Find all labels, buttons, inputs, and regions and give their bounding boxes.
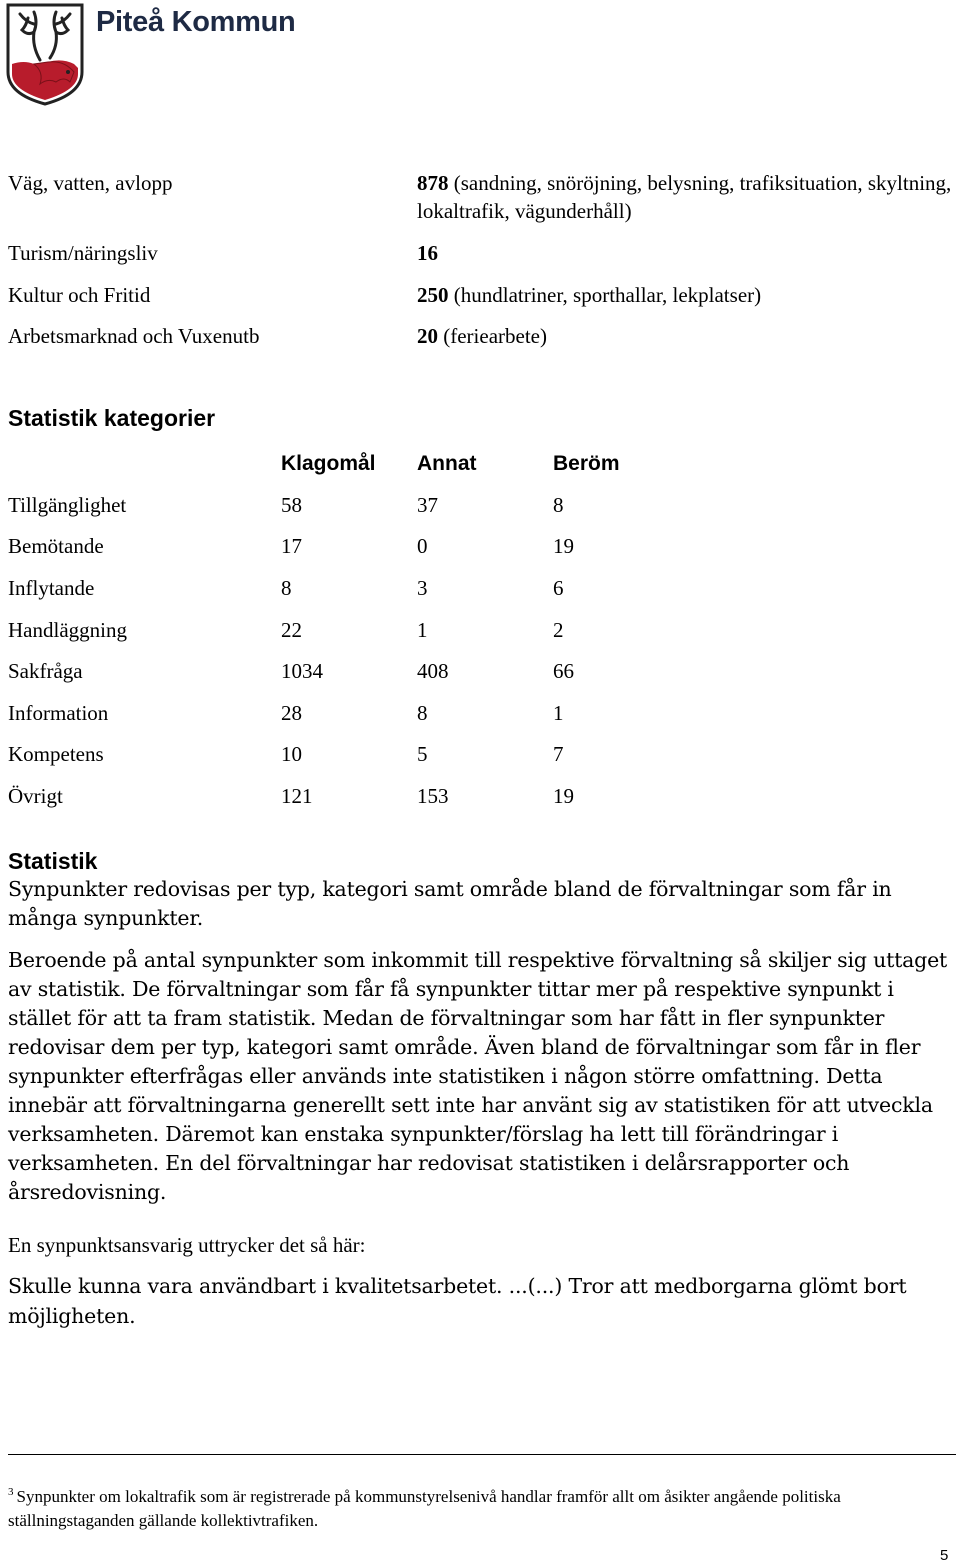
table-row <box>8 651 653 693</box>
reindeer-coat-of-arms-icon <box>4 2 86 106</box>
quote-intro: En synpunktsansvarig uttrycker det så här: <box>8 1233 366 1257</box>
area-row <box>8 281 953 322</box>
berom-value: 66 <box>553 659 574 684</box>
klagomal-value: 8 <box>281 576 292 601</box>
klagomal-value: 17 <box>281 534 302 559</box>
statistik-paragraph-2: Beroende på antal synpunkter som inkommit till respektive förvaltning så skiljer sig uttaget av statistik. De förvaltningar som får få synpunkter tittar mer på respektive synpunkt i stället för att ta fram statistik. Medan de förvaltningar som har fått in fler synpunkter redovisar dem per typ, kategori samt område. Även bland de förvaltningar som får in fler synpunkter efterfrågas eller används inte statistiken i någon större omfattning. Detta innebär att förvaltningarna generellt sett inte har använt sig av statistiken för att utveckla verksamheten. Däremot kan enstaka synpunkter/förslag ha lett till förändringar i verksamheten. En del förvaltningar har redovisat statistiken i delårsrapporter och årsredovisning. <box>8 948 948 1204</box>
quote-text: Skulle kunna vara användbart i kvalitetsarbetet. ...(...) Tror att medborgarna glömt bort möjligheten. <box>8 1274 907 1328</box>
area-value: 20 (feriearbete) <box>417 324 547 348</box>
area-row <box>8 322 953 363</box>
table-row <box>8 776 653 818</box>
berom-value: 19 <box>553 784 574 809</box>
category-name: Kompetens <box>8 742 104 767</box>
annat-value: 1 <box>417 617 428 642</box>
page-number: 5 <box>940 1547 949 1564</box>
area-label: Arbetsmarknad och Vuxenutb <box>8 324 260 348</box>
table-row <box>8 609 653 651</box>
klagomal-value: 28 <box>281 700 302 725</box>
footnote-divider <box>8 1454 956 1455</box>
klagomal-value: 121 <box>281 784 313 809</box>
annat-value: 3 <box>417 576 428 601</box>
area-list <box>8 169 953 363</box>
berom-value: 6 <box>553 576 564 601</box>
area-value: 878 (sandning, snöröjning, belysning, trafiksituation, skyltning, lokaltrafik, vägunderhåll) <box>417 171 952 223</box>
table-row <box>8 734 653 776</box>
footnote <box>8 1480 953 1533</box>
annat-value: 8 <box>417 700 428 725</box>
klagomal-value: 58 <box>281 492 302 517</box>
annat-value: 37 <box>417 492 438 517</box>
area-label: Turism/näringsliv <box>8 241 158 265</box>
area-value: 250 (hundlatriner, sporthallar, lekplatser) <box>417 283 762 307</box>
footnote-text: Synpunkter om lokaltrafik som är registrerade på kommunstyrelsenivå handlar framför allt om åsikter angående politiska ställningstaganden gällande kollektivtrafiken. <box>8 1487 841 1530</box>
berom-value: 7 <box>553 742 564 767</box>
table-row <box>8 693 653 735</box>
page-header <box>4 2 404 108</box>
table-header-row <box>8 443 653 485</box>
footnote-number: 3 <box>8 1486 14 1498</box>
organization-name: Piteå Kommun <box>96 6 296 38</box>
annat-value: 0 <box>417 534 428 559</box>
table-row <box>8 485 653 527</box>
column-header: Beröm <box>553 451 620 475</box>
annat-value: 153 <box>417 784 449 809</box>
statistik-heading: Statistik <box>8 848 98 874</box>
column-header: Annat <box>417 451 477 475</box>
category-name: Bemötande <box>8 534 104 559</box>
column-header: Klagomål <box>281 451 376 475</box>
categories-heading: Statistik kategorier <box>8 405 216 431</box>
klagomal-value: 10 <box>281 742 302 767</box>
statistik-paragraph-1: Synpunkter redovisas per typ, kategori samt område bland de förvaltningar som får in många synpunkter. <box>8 877 892 930</box>
berom-value: 2 <box>553 617 564 642</box>
category-name: Sakfråga <box>8 659 83 684</box>
annat-value: 408 <box>417 659 449 684</box>
categories-table <box>8 443 653 817</box>
category-name: Inflytande <box>8 576 95 601</box>
area-value: 16 <box>417 241 438 265</box>
category-name: Tillgänglighet <box>8 492 127 517</box>
area-row <box>8 169 953 239</box>
berom-value: 1 <box>553 700 564 725</box>
berom-value: 19 <box>553 534 574 559</box>
table-row <box>8 526 653 568</box>
area-row <box>8 239 953 281</box>
category-name: Information <box>8 700 109 725</box>
berom-value: 8 <box>553 492 564 517</box>
klagomal-value: 22 <box>281 617 302 642</box>
area-label: Kultur och Fritid <box>8 283 151 307</box>
klagomal-value: 1034 <box>281 659 323 684</box>
annat-value: 5 <box>417 742 428 767</box>
area-label: Väg, vatten, avlopp <box>8 171 173 195</box>
category-name: Handläggning <box>8 617 127 642</box>
table-row <box>8 568 653 610</box>
category-name: Övrigt <box>8 784 63 809</box>
